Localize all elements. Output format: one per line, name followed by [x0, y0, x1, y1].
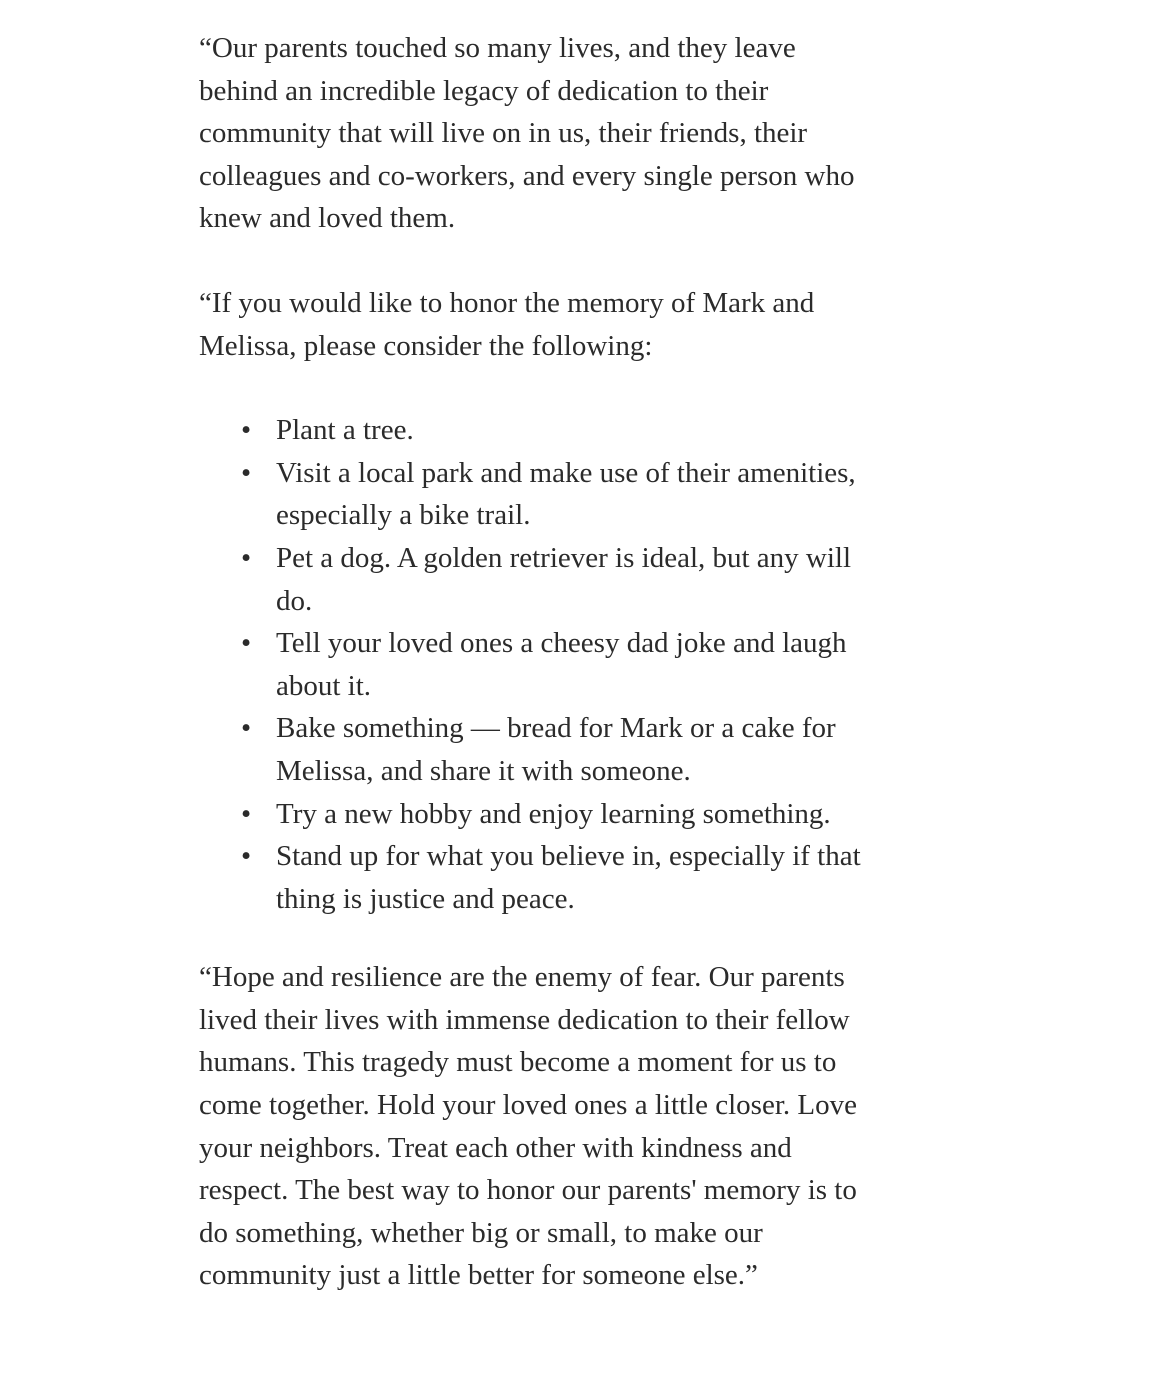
- list-item-text: Plant a tree.: [276, 414, 414, 447]
- bullet-icon: •: [241, 414, 252, 447]
- list-item-text: Tell your loved ones a cheesy dad joke and laugh about it.: [276, 627, 847, 702]
- bullet-icon: •: [241, 627, 252, 660]
- paragraph-legacy: “Our parents touched so many lives, and they leave behind an incredible legacy of dedication to their community that will live on in us, their friends, their colleagues and co-workers, and every single person who knew and loved them.: [199, 32, 855, 235]
- list-item-text: Bake something — bread for Mark or a cake for Melissa, and share it with someone.: [276, 712, 836, 787]
- list-item: [241, 707, 879, 792]
- list-item: [241, 409, 879, 452]
- list-item-text: Pet a dog. A golden retriever is ideal, but any will do.: [276, 541, 852, 617]
- list-item-text: Stand up for what you believe in, especially if that thing is justice and peace.: [276, 840, 861, 915]
- bullet-icon: •: [241, 797, 252, 830]
- list-item: [241, 835, 879, 920]
- list-item: [241, 793, 879, 836]
- bullet-icon: •: [241, 712, 252, 745]
- bullet-icon: •: [241, 840, 252, 873]
- paragraph-hope-resilience: “Hope and resilience are the enemy of fear. Our parents lived their lives with immense dedication to their fellow humans. This tragedy must become a moment for us to come together. Hold your loved ones a little closer. Love your neighbors. Treat each other with kindness and respect. The best way to honor our parents' memory is to do something, whether big or small, to make our community just a little better for someone else.”: [199, 961, 857, 1292]
- list-item: [241, 537, 879, 622]
- bullet-icon: •: [241, 456, 252, 489]
- list-item-text: Visit a local park and make use of their amenities, especially a bike trail.: [276, 456, 856, 532]
- list-item-text: Try a new hobby and enjoy learning something.: [276, 797, 831, 830]
- honor-suggestions-list: [199, 409, 879, 920]
- paragraph-honor-intro: “If you would like to honor the memory of Mark and Melissa, please consider the following:: [199, 286, 815, 362]
- list-item: [241, 452, 879, 537]
- article-body: [199, 27, 879, 1339]
- list-item: [241, 622, 879, 707]
- bullet-icon: •: [241, 541, 252, 574]
